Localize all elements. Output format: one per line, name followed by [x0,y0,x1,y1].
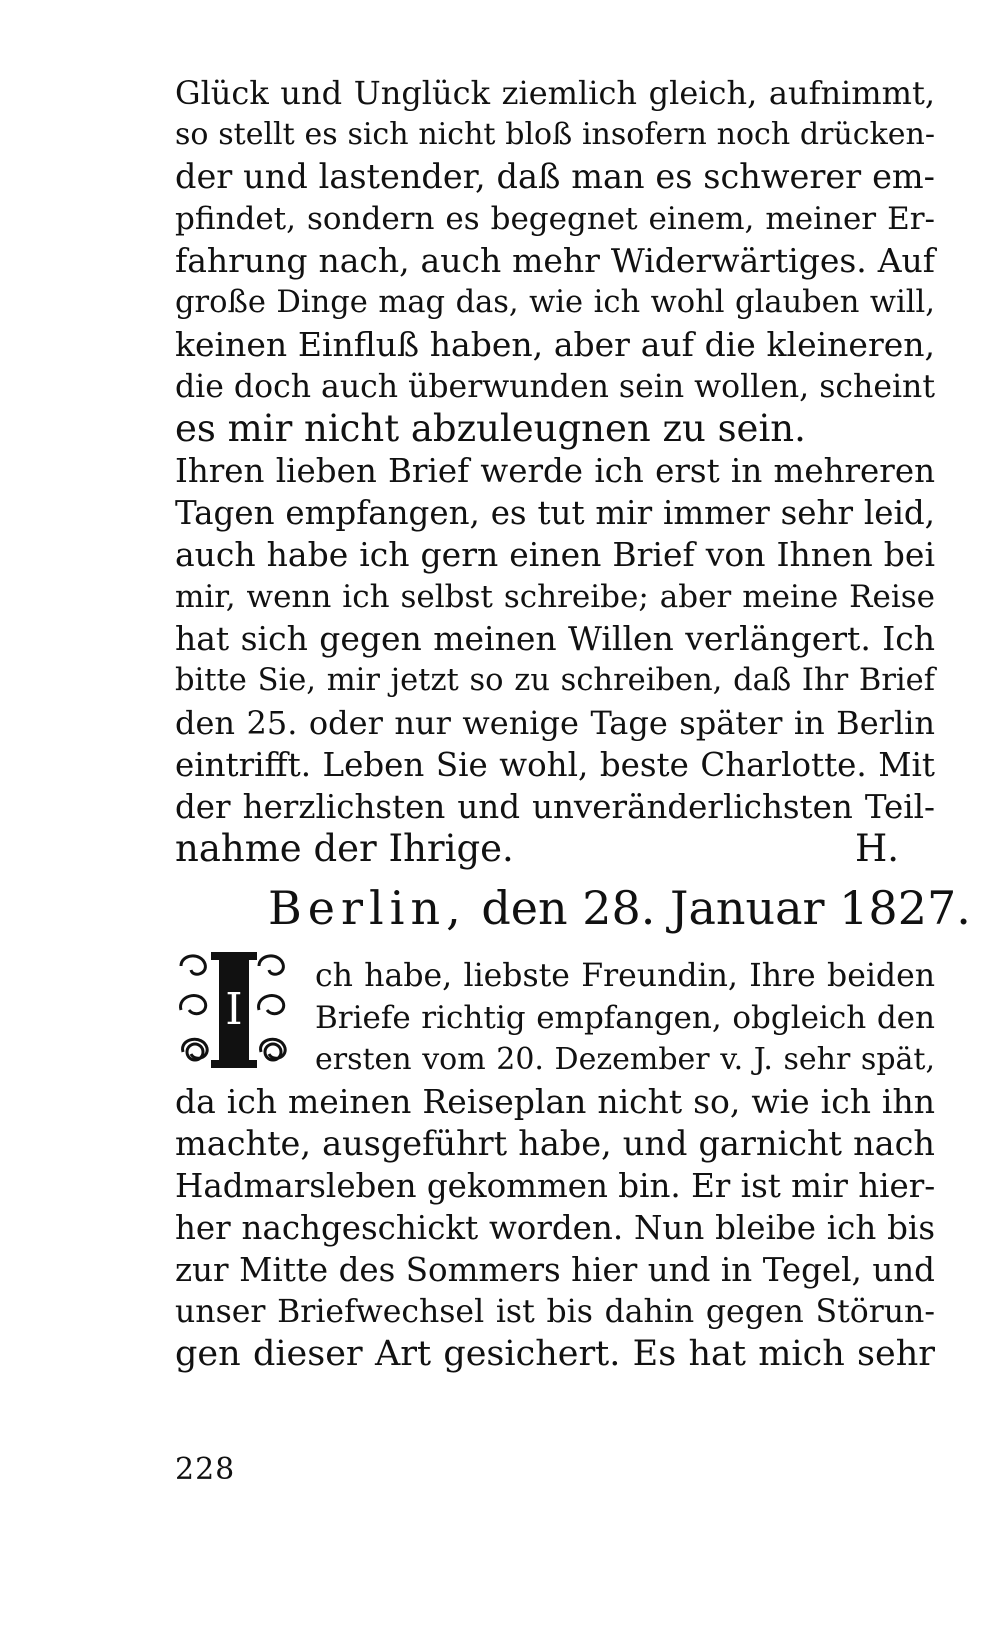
text-line: da ich meinen Reiseplan nicht so, wie ich ihn [175,1082,935,1121]
text-line: Tagen empfangen, es tut mir immer sehr leid, [175,494,935,532]
text-line: her nachgeschickt worden. Nun bleibe ich bis [175,1209,935,1247]
text-line: gen dieser Art gesichert. Es hat mich sehr [175,1334,935,1374]
text-line: die doch auch überwunden sein wollen, scheint [175,369,935,405]
text-line: Briefe richtig empfangen, obgleich den [315,1000,935,1036]
text-line: es mir nicht abzuleugnen zu sein. [175,407,806,450]
heading-date: den 28. Januar 1827. [481,881,971,935]
page-number: 228 [175,1452,236,1487]
heading-place: Berlin, [268,881,467,935]
text-line: eintrifft. Leben Sie wohl, beste Charlotte. Mit [175,746,935,784]
text-line: bitte Sie, mir jetzt so zu schreiben, daß Ihr Brief [175,663,935,698]
letter-heading [268,880,971,936]
text-line: der und lastender, daß man es schwerer em- [175,157,935,196]
text-line: den 25. oder nur wenige Tage später in Berlin [175,704,935,742]
text-line: keinen Einfluß haben, aber auf die kleineren, [175,325,935,364]
text-line: unser Briefwechsel ist bis dahin gegen Störun- [175,1294,935,1330]
dropcap-letter: I [225,984,243,1035]
text-line: Glück und Unglück ziemlich gleich, aufnimmt, [175,74,935,112]
text-line: ersten vom 20. Dezember v. J. sehr spät, [315,1042,935,1077]
text-line: machte, ausgeführt habe, und garnicht nach [175,1124,935,1163]
text-line: ch habe, liebste Freundin, Ihre beiden [315,958,935,994]
text-line: große Dinge mag das, wie ich wohl glauben will, [175,285,935,320]
text-line: mir, wenn ich selbst schreibe; aber meine Reise [175,579,935,615]
ornament-icon [175,948,303,1072]
text-line: hat sich gegen meinen Willen verlängert. Ich [175,619,935,658]
text-line: fahrung nach, auch mehr Widerwärtiges. Auf [175,241,935,280]
text-line: Ihren lieben Brief werde ich erst in mehreren [175,452,935,490]
text-line: der herzlichsten und unveränderlichsten Teil- [175,788,935,826]
text-line: pfindet, sondern es begegnet einem, meiner Er- [175,201,935,237]
text-line: nahme der Ihrige. [175,827,514,870]
text-line: Hadmarsleben gekommen bin. Er ist mir hier- [175,1167,936,1205]
text-line: auch habe ich gern einen Brief von Ihnen bei [175,535,935,574]
text-line: zur Mitte des Sommers hier und in Tegel, und [175,1251,935,1289]
text-line: so stellt es sich nicht bloß insofern noch drücken- [175,117,935,152]
ornamental-dropcap [175,948,303,1072]
signature: H. [855,827,900,870]
